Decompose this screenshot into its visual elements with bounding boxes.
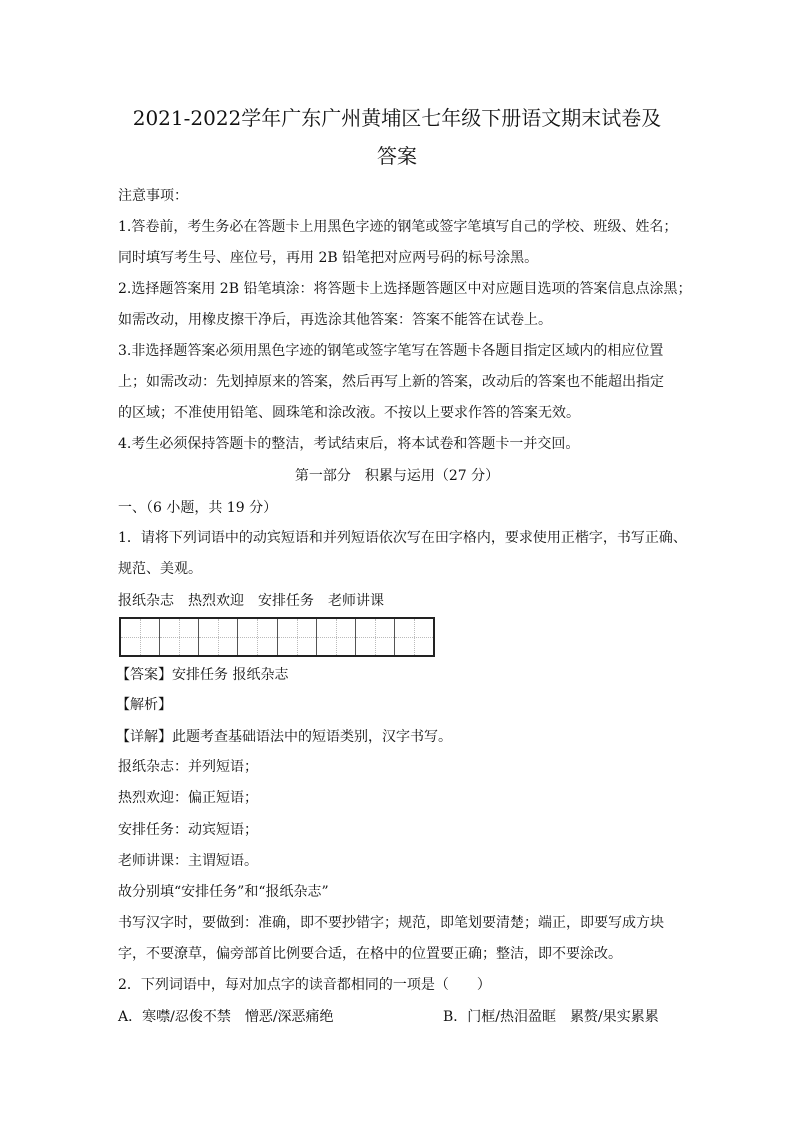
section-heading: 一、（6 小题，共 19 分） xyxy=(118,500,278,516)
detail-line: 安排任务：动宾短语； xyxy=(118,822,258,838)
document-title-continued: 答案 xyxy=(377,144,417,168)
question-1-answer: 【答案】安排任务 报纸杂志 xyxy=(116,667,289,683)
question-1-stem: 1．请将下列词语中的动宾短语和并列短语依次写在田字格内，要求使用正楷字，书写正确、 xyxy=(118,530,687,546)
detail-line: 老师讲课：主谓短语。 xyxy=(118,853,258,869)
grid-cell xyxy=(199,619,238,655)
detail-line: 报纸杂志：并列短语； xyxy=(118,759,258,775)
detail-line: 热烈欢迎：偏正短语； xyxy=(118,790,258,806)
document-title: 2021-2022学年广东广州黄埔区七年级下册语文期末试卷及 xyxy=(132,106,662,130)
question-2-stem: 2．下列词语中，每对加点字的读音都相同的一项是（ ） xyxy=(118,977,491,993)
grid-cell xyxy=(317,619,356,655)
grid-cell xyxy=(278,619,317,655)
analysis-label: 【解析】 xyxy=(116,697,172,713)
notice-line: 1.答卷前，考生务必在答题卡上用黑色字迹的钢笔或签字笔填写自己的学校、班级、姓名； xyxy=(118,219,678,235)
question-2-option-b: B．门框/热泪盈眶 累赘/果实累累 xyxy=(443,1009,659,1025)
detail-line: 字，不要潦草，偏旁部首比例要合适，在格中的位置要正确；整洁，即不要涂改。 xyxy=(118,946,622,962)
detail-line: 【详解】此题考查基础语法中的短语类别，汉字书写。 xyxy=(116,729,452,745)
notice-line: 上；如需改动：先划掉原来的答案，然后再写上新的答案，改动后的答案也不能超出指定 xyxy=(118,374,664,390)
detail-line: 书写汉字时，要做到：准确，即不要抄错字；规范，即笔划要清楚；端正，即要写成方块 xyxy=(118,915,664,931)
notice-line: 如需改动，用橡皮擦干净后，再选涂其他答案：答案不能答在试卷上。 xyxy=(118,312,552,328)
grid-cell xyxy=(356,619,395,655)
notice-line: 2.选择题答案用 2B 铅笔填涂：将答题卡上选择题答题区中对应题目选项的答案信息点涂黑； xyxy=(118,281,692,297)
notice-line: 3.非选择题答案必须用黑色字迹的钢笔或签字笔写在答题卡各题目指定区域内的相应位置 xyxy=(118,343,664,359)
notice-line: 同时填写考生号、座位号，再用 2B 铅笔把对应两号码的标号涂黑。 xyxy=(118,250,539,266)
notice-line: 4.考生必须保持答题卡的整洁，考试结束后，将本试卷和答题卡一并交回。 xyxy=(118,436,580,452)
grid-cell xyxy=(160,619,199,655)
question-1-stem-continued: 规范、美观。 xyxy=(118,561,202,577)
part-heading: 第一部分 积累与运用（27 分） xyxy=(294,468,500,484)
detail-line: 故分别填“安排任务”和“报纸杂志” xyxy=(118,884,329,900)
question-2-option-a: A．寒噤/忍俊不禁 憎恶/深恶痛绝 xyxy=(118,1009,334,1025)
tianzige-writing-grid xyxy=(119,617,435,657)
grid-cell xyxy=(395,619,433,655)
grid-cell xyxy=(121,619,160,655)
notice-heading: 注意事项： xyxy=(118,188,188,204)
notice-line: 的区域；不准使用铅笔、圆珠笔和涂改液。不按以上要求作答的答案无效。 xyxy=(118,405,580,421)
question-1-words: 报纸杂志 热烈欢迎 安排任务 老师讲课 xyxy=(118,593,384,609)
grid-cell xyxy=(238,619,277,655)
